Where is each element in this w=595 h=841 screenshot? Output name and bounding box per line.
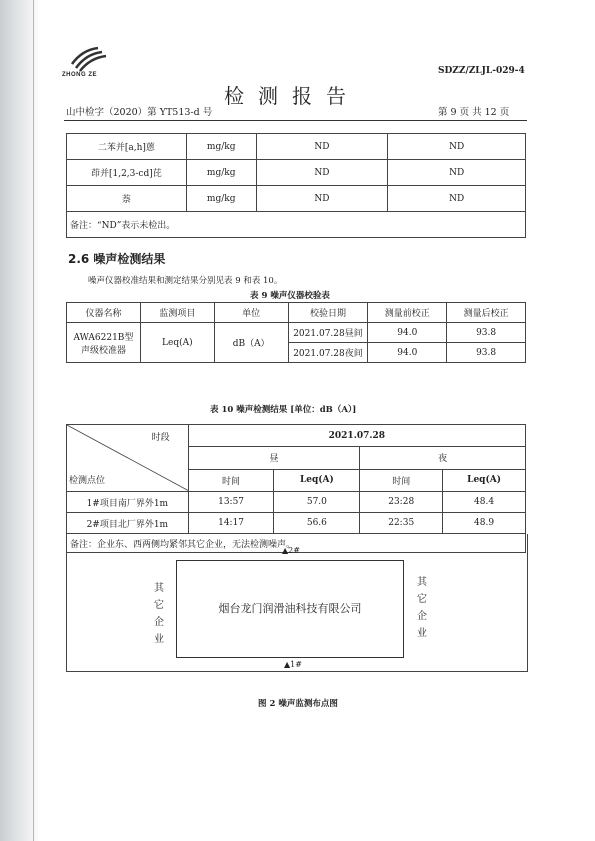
table-cell: ND <box>256 160 388 186</box>
column-header: 仪器名称 <box>67 303 141 323</box>
table-row <box>67 134 526 160</box>
table-cell: 22:35 <box>360 513 443 534</box>
instrument-name-cell <box>67 323 141 363</box>
table-cell: ND <box>388 134 526 160</box>
diagonal-header <box>67 425 188 491</box>
section-title: 2.6 噪声检测结果 <box>68 252 166 266</box>
day-header: 昼 <box>188 447 360 469</box>
table-row <box>67 186 526 212</box>
point-label: 检测点位 <box>69 476 106 486</box>
night-header: 夜 <box>360 447 526 469</box>
column-header: 时间 <box>360 469 443 491</box>
table-cell: 茚并[1,2,3-cd]芘 <box>67 160 187 186</box>
column-header: 测量前校正 <box>368 303 447 323</box>
table-cell: 二苯并[a,h]蒽 <box>67 134 187 160</box>
column-header: 校验日期 <box>288 303 368 323</box>
report-title: 检测报告 <box>224 84 360 108</box>
table9-caption: 表 9 噪声仪器校验表 <box>250 291 330 301</box>
table-cell: 94.0 <box>368 323 447 343</box>
table-cell: 2#项目北厂界外1m <box>67 513 189 534</box>
table-cell: 23:28 <box>360 492 443 513</box>
table-cell: 48.4 <box>443 492 526 513</box>
column-header: Leq(A) <box>443 469 526 491</box>
logo-text: ZHONG ZE <box>62 72 97 78</box>
table-row <box>67 323 526 343</box>
page-info: 第 9 页 共 12 页 <box>438 107 510 118</box>
monitor-point-1: ▲1# <box>284 660 302 669</box>
table10-caption: 表 10 噪声检测结果 [单位：dB（A）] <box>210 405 357 415</box>
zhongze-logo-icon <box>68 44 108 72</box>
table-cell: 2021.07.28昼间 <box>288 323 368 343</box>
column-header: Leq(A) <box>274 469 360 491</box>
table-cell: 93.8 <box>447 323 526 343</box>
table-cell: 57.0 <box>274 492 360 513</box>
table-cell: 13:57 <box>188 492 274 513</box>
table-cell: Leq(A) <box>140 323 214 363</box>
header-rule <box>64 120 527 121</box>
table-cell: 94.0 <box>368 343 447 363</box>
table-note-row <box>67 212 526 238</box>
table-note: 备注：“ND”表示未检出。 <box>67 212 526 238</box>
table-cell: 2021.07.28夜间 <box>288 343 368 363</box>
report-number: 山中检字（2020）第 YT513-d 号 <box>66 107 213 118</box>
diagonal-header-cell <box>67 425 189 492</box>
company-name: 烟台龙门润滑油科技有限公司 <box>218 602 362 615</box>
document-number: SDZZ/ZLJL-029-4 <box>438 66 525 76</box>
figure-caption: 图 2 噪声监测布点图 <box>258 699 338 709</box>
binding-shadow <box>0 0 40 841</box>
noise-calibration-table <box>66 302 526 363</box>
table-cell: 1#项目南厂界外1m <box>67 492 189 513</box>
instrument-type: 声级校准器 <box>80 345 126 356</box>
right-neighbor-label: 其它企业 <box>417 577 427 639</box>
table-cell: 14:17 <box>188 513 274 534</box>
table-row <box>67 160 526 186</box>
left-neighbor-label: 其它企业 <box>154 583 164 645</box>
table-cell: ND <box>256 134 388 160</box>
column-header: 监测项目 <box>140 303 214 323</box>
column-header: 测量后校正 <box>447 303 526 323</box>
date-header: 2021.07.28 <box>188 425 525 447</box>
column-header: 时间 <box>188 469 274 491</box>
table-cell: dB（A） <box>214 323 288 363</box>
binding-line <box>33 0 34 841</box>
instrument-model: AWA6221B型 <box>73 332 134 343</box>
column-header: 单位 <box>214 303 288 323</box>
table-cell: ND <box>388 160 526 186</box>
table-cell: mg/kg <box>186 160 256 186</box>
company-logo <box>62 44 122 84</box>
table-cell: mg/kg <box>186 134 256 160</box>
pah-results-table <box>66 133 526 238</box>
table-cell: 93.8 <box>447 343 526 363</box>
table-cell: mg/kg <box>186 186 256 212</box>
table-cell: 萘 <box>67 186 187 212</box>
table-row <box>67 513 526 534</box>
monitor-point-2: ▲2# <box>282 546 300 555</box>
period-label: 时段 <box>151 433 170 443</box>
table-cell: ND <box>256 186 388 212</box>
table-note: 备注：企业东、西两侧均紧邻其它企业，无法检测噪声。 <box>67 534 526 553</box>
section-paragraph: 噪声仪器校准结果和测定结果分别见表 9 和表 10。 <box>88 276 283 286</box>
table-cell: ND <box>388 186 526 212</box>
table-header-row <box>67 303 526 323</box>
table-header-row <box>67 425 526 447</box>
table-cell: 56.6 <box>274 513 360 534</box>
table-row <box>67 492 526 513</box>
table-cell: 48.9 <box>443 513 526 534</box>
